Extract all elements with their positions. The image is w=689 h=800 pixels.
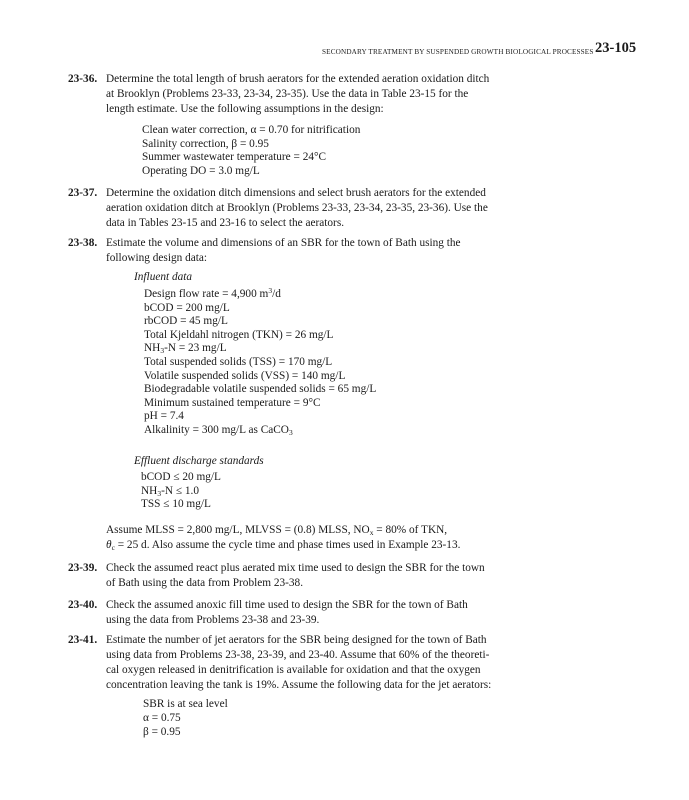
problem-text-line: aeration oxidation ditch at Brooklyn (Problems 23-33, 23-34, 23-35, 23-36). Use the bbox=[106, 202, 488, 214]
problem-text-line: cal oxygen released in denitrification is available for oxidation and that the oxygen bbox=[106, 664, 481, 676]
problem-text-line: using data from Problems 23-38, 23-39, and 23-40. Assume that 60% of the theoreti- bbox=[106, 649, 490, 661]
problem-text-line: following design data: bbox=[106, 252, 208, 264]
assumption-paragraph bbox=[106, 523, 460, 553]
effluent-heading: Effluent discharge standards bbox=[134, 455, 264, 467]
problem-number: 23-39. bbox=[68, 562, 98, 574]
problem-number: 23-36. bbox=[68, 73, 98, 85]
problem-number: 23-38. bbox=[68, 237, 98, 249]
jet-aerator-data-list bbox=[143, 697, 228, 739]
assumption-item: Operating DO = 3.0 mg/L bbox=[142, 164, 260, 177]
problem-text-line: Determine the total length of brush aerators for the extended aeration oxidation ditch bbox=[106, 73, 490, 85]
assumption-item: Salinity correction, β = 0.95 bbox=[142, 137, 269, 150]
problem-number: 23-37. bbox=[68, 187, 98, 199]
problem-text-line: Estimate the number of jet aerators for the SBR being designed for the town of Bath bbox=[106, 634, 487, 646]
influent-item: Volatile suspended solids (VSS) = 140 mg/L bbox=[144, 369, 346, 382]
assumption-item: Summer wastewater temperature = 24°C bbox=[142, 151, 327, 164]
effluent-standards-list bbox=[141, 471, 221, 512]
influent-item: Alkalinity = 300 mg/L as CaCO$_3$ bbox=[144, 423, 293, 437]
influent-item: Biodegradable volatile suspended solids = 65 mg/L bbox=[144, 383, 377, 396]
assumption-line: $\theta_c = 25$ d. Also assume the cycle time and phase times used in Example 23-13. bbox=[106, 539, 461, 552]
problem-text-line: data in Tables 23-15 and 23-16 to select the aerators. bbox=[106, 217, 345, 229]
influent-data-list bbox=[144, 288, 376, 438]
problem-number: 23-41. bbox=[68, 634, 98, 646]
jet-data-item: β = 0.95 bbox=[143, 726, 181, 738]
effluent-item: $NH_3-N \le 1.0$ bbox=[141, 484, 199, 498]
problem-text-line: Check the assumed anoxic fill time used to design the SBR for the town of Bath bbox=[106, 599, 468, 611]
problem-text-line: of Bath using the data from Problem 23-38. bbox=[106, 577, 304, 589]
assumptions-list bbox=[142, 124, 360, 178]
jet-data-item: SBR is at sea level bbox=[143, 698, 228, 710]
page-number: 23-105 bbox=[595, 40, 637, 56]
influent-item: Total Kjeldahl nitrogen (TKN) = 26 mg/L bbox=[144, 328, 334, 341]
assumption-item: Clean water correction, α = 0.70 for nitrification bbox=[142, 124, 361, 136]
effluent-item: TSS ≤ 10 mg/L bbox=[141, 498, 211, 511]
page-header bbox=[0, 40, 689, 64]
influent-item: bCOD = 200 mg/L bbox=[144, 301, 230, 314]
problem-text-line: Estimate the volume and dimensions of an SBR for the town of Bath using the bbox=[106, 237, 461, 249]
problem-text-line: length estimate. Use the following assumptions in the design: bbox=[106, 103, 384, 115]
influent-heading: Influent data bbox=[134, 271, 193, 283]
problem-text-line: Determine the oxidation ditch dimensions and select brush aerators for the extended bbox=[106, 187, 486, 199]
jet-data-item: α = 0.75 bbox=[143, 712, 181, 724]
influent-item: Total suspended solids (TSS) = 170 mg/L bbox=[144, 355, 333, 368]
problem-text-line: concentration leaving the tank is 19%. Assume the following data for the jet aerators: bbox=[106, 679, 492, 691]
influent-item: rbCOD = 45 mg/L bbox=[144, 315, 228, 328]
effluent-item: bCOD ≤ 20 mg/L bbox=[141, 471, 221, 483]
influent-item: $NH_3-N = 23$ mg/L bbox=[144, 342, 227, 356]
influent-item: pH = 7.4 bbox=[144, 410, 184, 423]
problem-number: 23-40. bbox=[68, 599, 98, 611]
influent-item: Minimum sustained temperature = 9°C bbox=[144, 396, 321, 409]
influent-item: Design flow rate = 4,900 $m^3/d$ bbox=[144, 286, 281, 300]
assumption-line: Assume MLSS = 2,800 mg/L, MLVSS = (0.8) MLSS, $NO_x = 80\%$ of TKN, bbox=[106, 524, 448, 537]
running-title: SECONDARY TREATMENT BY SUSPENDED GROWTH BIOLOGICAL PROCESSES bbox=[322, 48, 594, 56]
problem-text-line: using the data from Problems 23-38 and 23-39. bbox=[106, 614, 320, 626]
problem-text-line: at Brooklyn (Problems 23-33, 23-34, 23-35). Use the data in Table 23-15 for the bbox=[106, 88, 469, 100]
problem-text-line: Check the assumed react plus aerated mix time used to design the SBR for the town bbox=[106, 562, 485, 574]
